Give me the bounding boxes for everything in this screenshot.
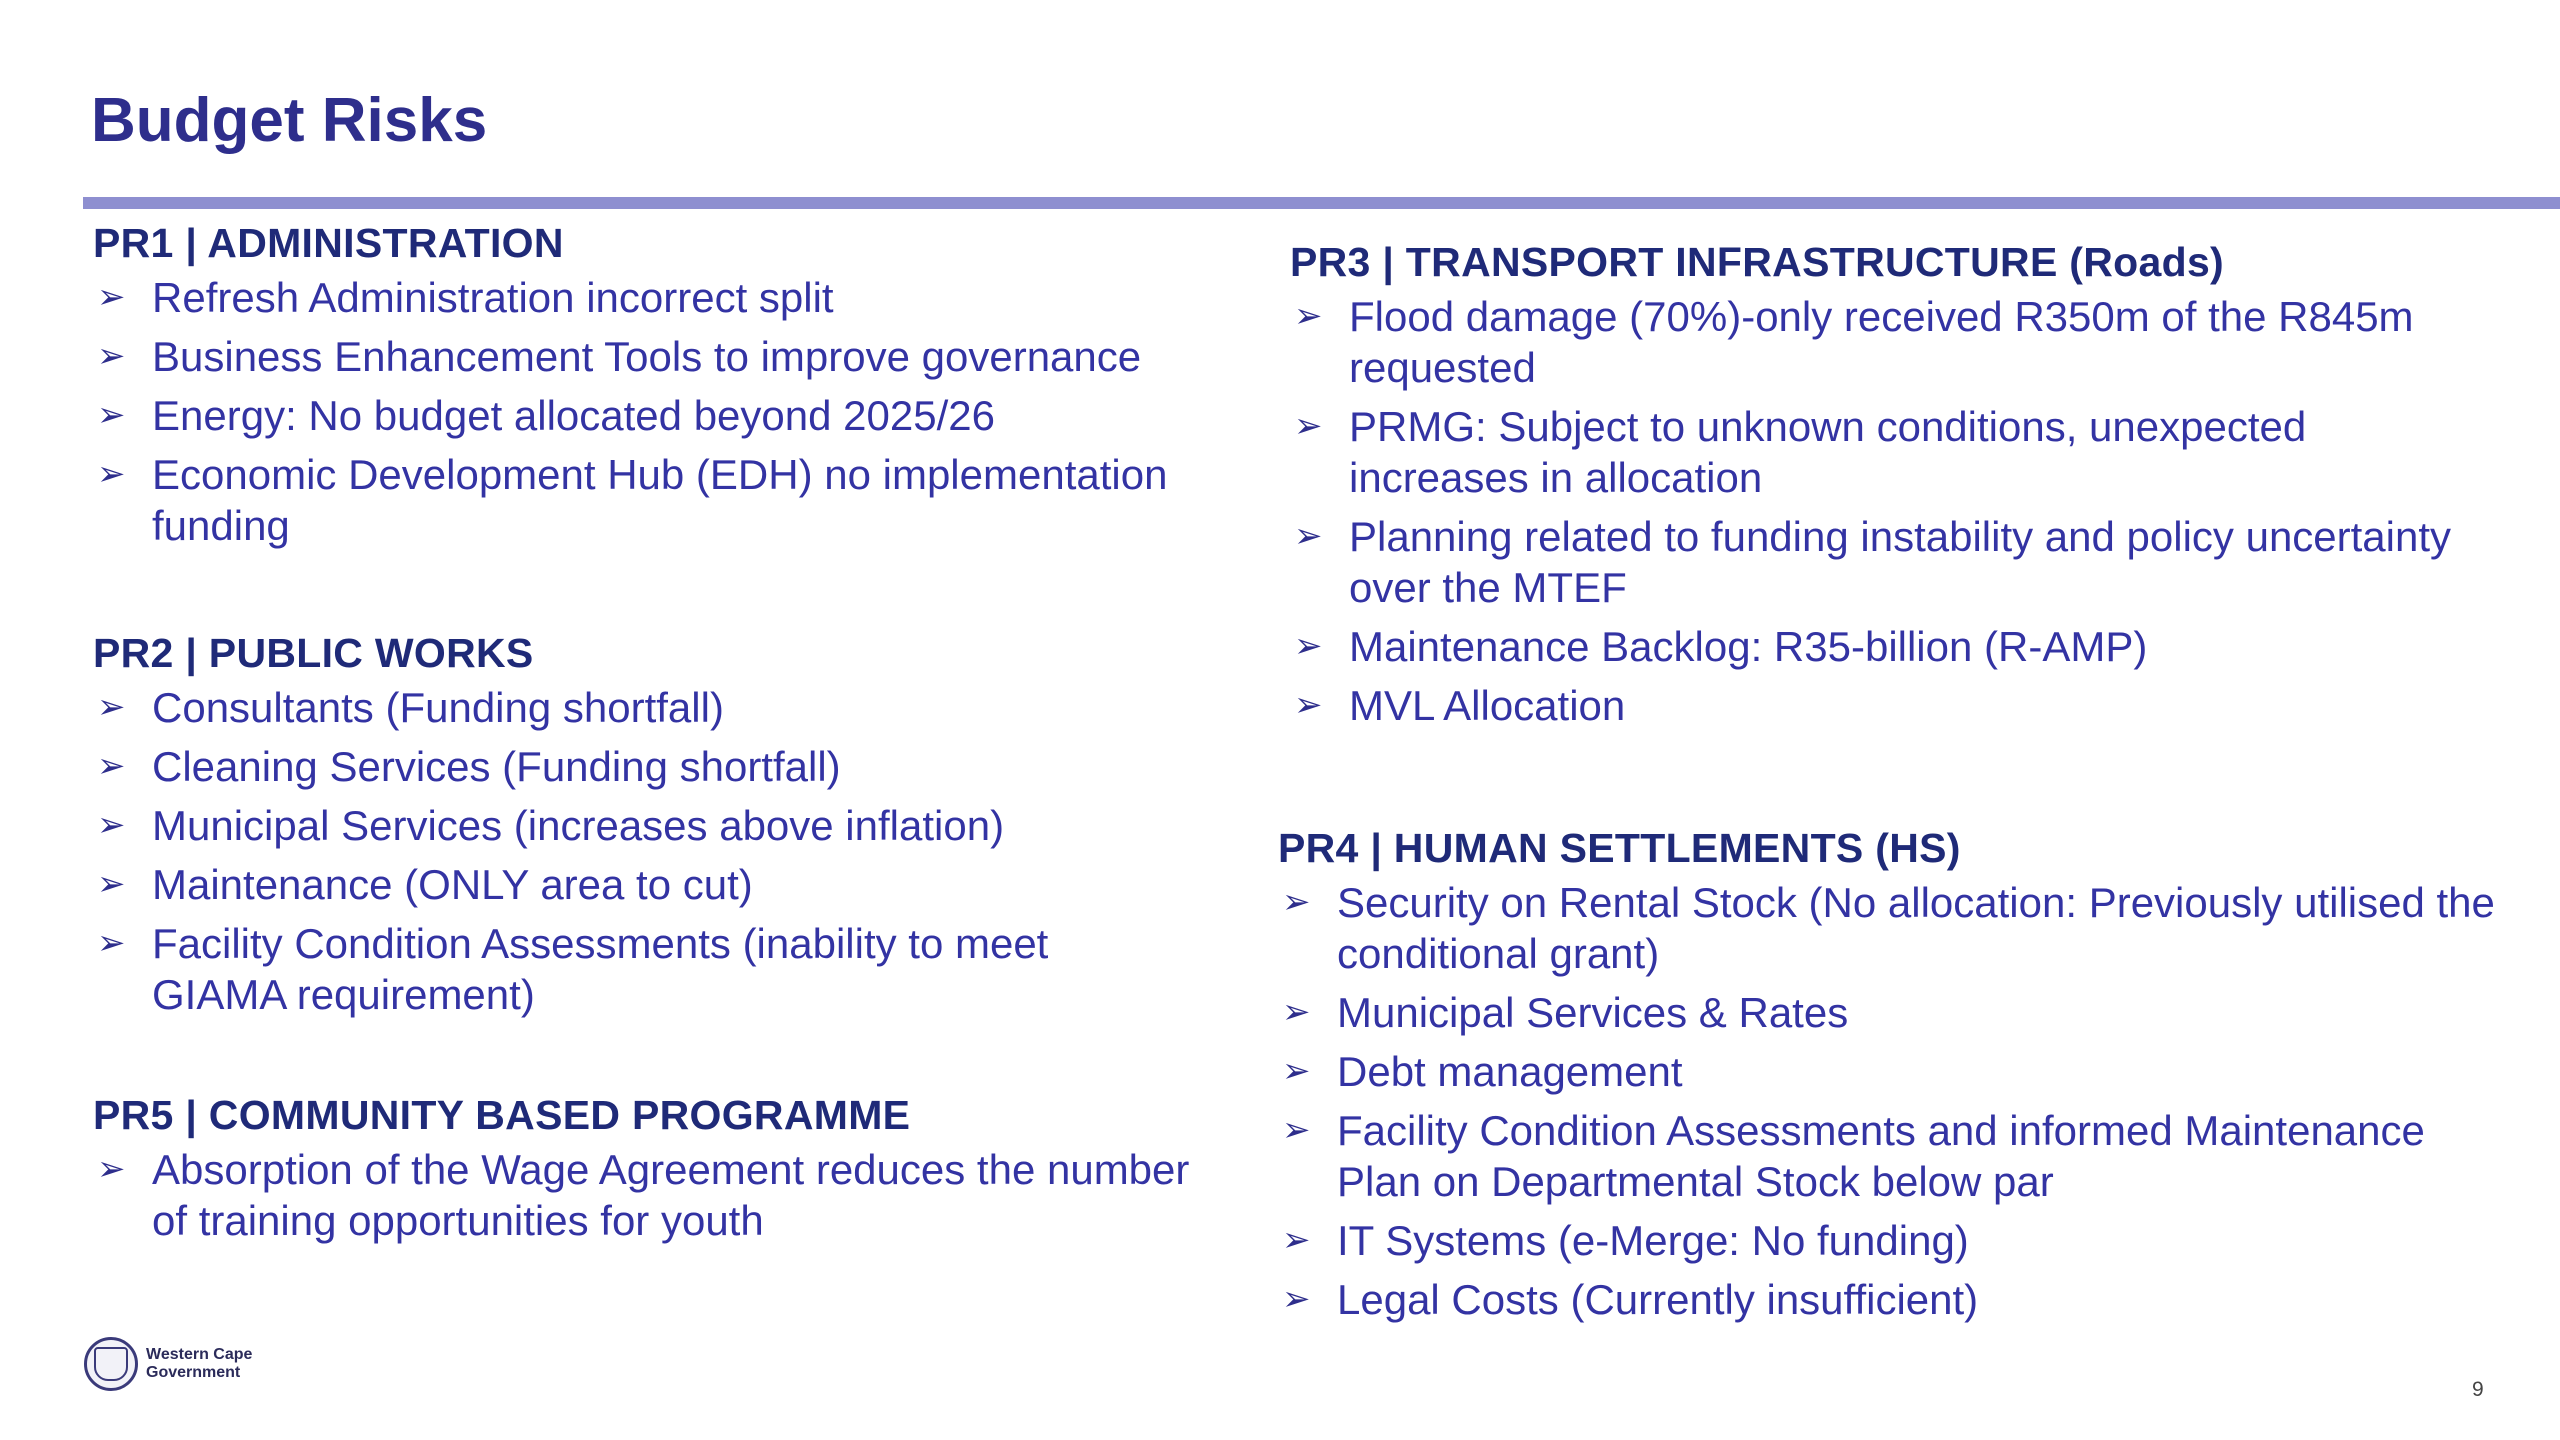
list-item (1278, 1105, 2518, 1207)
section-heading: PR5 | COMMUNITY BASED PROGRAMME (93, 1092, 911, 1138)
list-item-text: MVL Allocation (1349, 682, 1626, 729)
arrow-bullet-icon: ➢ (97, 865, 126, 903)
arrow-bullet-icon: ➢ (1282, 1052, 1311, 1090)
list-item (93, 1144, 1193, 1246)
list-item-text: PRMG: Subject to unknown conditions, unexpected increases in allocation (1349, 403, 2307, 501)
bullet-list (93, 682, 1193, 1020)
arrow-bullet-icon: ➢ (97, 337, 126, 375)
list-item (93, 918, 1193, 1020)
list-item (1290, 680, 2470, 731)
list-item (93, 331, 1193, 382)
list-item-text: Energy: No budget allocated beyond 2025/26 (152, 392, 995, 439)
list-item-text: Maintenance (ONLY area to cut) (152, 861, 753, 908)
arrow-bullet-icon: ➢ (1282, 993, 1311, 1031)
arrow-bullet-icon: ➢ (97, 396, 126, 434)
arrow-bullet-icon: ➢ (97, 1150, 126, 1188)
arrow-bullet-icon: ➢ (1282, 883, 1311, 921)
list-item-text: IT Systems (e-Merge: No funding) (1337, 1217, 1969, 1264)
list-item (93, 859, 1193, 910)
section-heading: PR2 | PUBLIC WORKS (93, 630, 534, 676)
list-item (93, 741, 1193, 792)
list-item-text: Planning related to funding instability and policy uncertainty over the MTEF (1349, 513, 2452, 611)
logo-text (146, 1346, 252, 1382)
list-item-text: Facility Condition Assessments (inability to meet GIAMA requirement) (152, 920, 1049, 1018)
list-item-text: Security on Rental Stock (No allocation: Previously utilised the conditional grant) (1337, 879, 2495, 977)
section-pr3 (1290, 233, 2470, 739)
arrow-bullet-icon: ➢ (97, 688, 126, 726)
list-item (1278, 1215, 2518, 1266)
list-item (1290, 401, 2470, 503)
arrow-bullet-icon: ➢ (1294, 407, 1323, 445)
list-item-text: Maintenance Backlog: R35-billion (R-AMP) (1349, 623, 2148, 670)
bullet-list (93, 1144, 1193, 1246)
section-heading: PR3 | TRANSPORT INFRASTRUCTURE (Roads) (1290, 239, 2224, 285)
arrow-bullet-icon: ➢ (1294, 517, 1323, 555)
list-item (93, 449, 1193, 551)
bullet-list (93, 272, 1193, 551)
list-item (93, 272, 1193, 323)
list-item (1278, 1046, 2518, 1097)
arrow-bullet-icon: ➢ (1282, 1111, 1311, 1149)
list-item-text: Economic Development Hub (EDH) no implementation funding (152, 451, 1168, 549)
list-item-text: Absorption of the Wage Agreement reduces the number of training opportunities for youth (152, 1146, 1190, 1244)
arrow-bullet-icon: ➢ (1294, 627, 1323, 665)
logo-line-2: Government (146, 1364, 241, 1381)
list-item-text: Legal Costs (Currently insufficient) (1337, 1276, 1979, 1323)
list-item-text: Business Enhancement Tools to improve governance (152, 333, 1142, 380)
list-item-text: Municipal Services (increases above inflation) (152, 802, 1005, 849)
list-item (1278, 1274, 2518, 1325)
arrow-bullet-icon: ➢ (97, 455, 126, 493)
page-number: 9 (2472, 1378, 2484, 1401)
list-item-text: Cleaning Services (Funding shortfall) (152, 743, 841, 790)
list-item (93, 800, 1193, 851)
western-cape-government-logo (84, 1337, 252, 1391)
list-item-text: Consultants (Funding shortfall) (152, 684, 724, 731)
arrow-bullet-icon: ➢ (1294, 686, 1323, 724)
arrow-bullet-icon: ➢ (97, 747, 126, 785)
logo-line-1: Western Cape (146, 1346, 253, 1363)
section-pr1 (93, 214, 1193, 559)
title-divider (83, 197, 2560, 209)
coat-of-arms-icon (84, 1337, 138, 1391)
section-pr4 (1278, 819, 2518, 1333)
bullet-list (1278, 877, 2518, 1325)
list-item (1290, 621, 2470, 672)
bullet-list (1290, 291, 2470, 731)
list-item (1278, 877, 2518, 979)
list-item (1290, 291, 2470, 393)
arrow-bullet-icon: ➢ (1282, 1221, 1311, 1259)
arrow-bullet-icon: ➢ (97, 806, 126, 844)
slide-title: Budget Risks (91, 86, 488, 155)
list-item-text: Debt management (1337, 1048, 1683, 1095)
section-pr2 (93, 624, 1193, 1028)
section-heading: PR1 | ADMINISTRATION (93, 220, 564, 266)
list-item-text: Municipal Services & Rates (1337, 989, 1849, 1036)
list-item-text: Refresh Administration incorrect split (152, 274, 834, 321)
list-item (1290, 511, 2470, 613)
list-item (93, 682, 1193, 733)
arrow-bullet-icon: ➢ (97, 924, 126, 962)
list-item-text: Flood damage (70%)-only received R350m of the R845m requested (1349, 293, 2414, 391)
arrow-bullet-icon: ➢ (97, 278, 126, 316)
list-item (1278, 987, 2518, 1038)
section-heading: PR4 | HUMAN SETTLEMENTS (HS) (1278, 825, 1961, 871)
list-item-text: Facility Condition Assessments and informed Maintenance Plan on Departmental Stock below par (1337, 1107, 2425, 1205)
arrow-bullet-icon: ➢ (1294, 297, 1323, 335)
section-pr5 (93, 1086, 1193, 1254)
arrow-bullet-icon: ➢ (1282, 1280, 1311, 1318)
list-item (93, 390, 1193, 441)
